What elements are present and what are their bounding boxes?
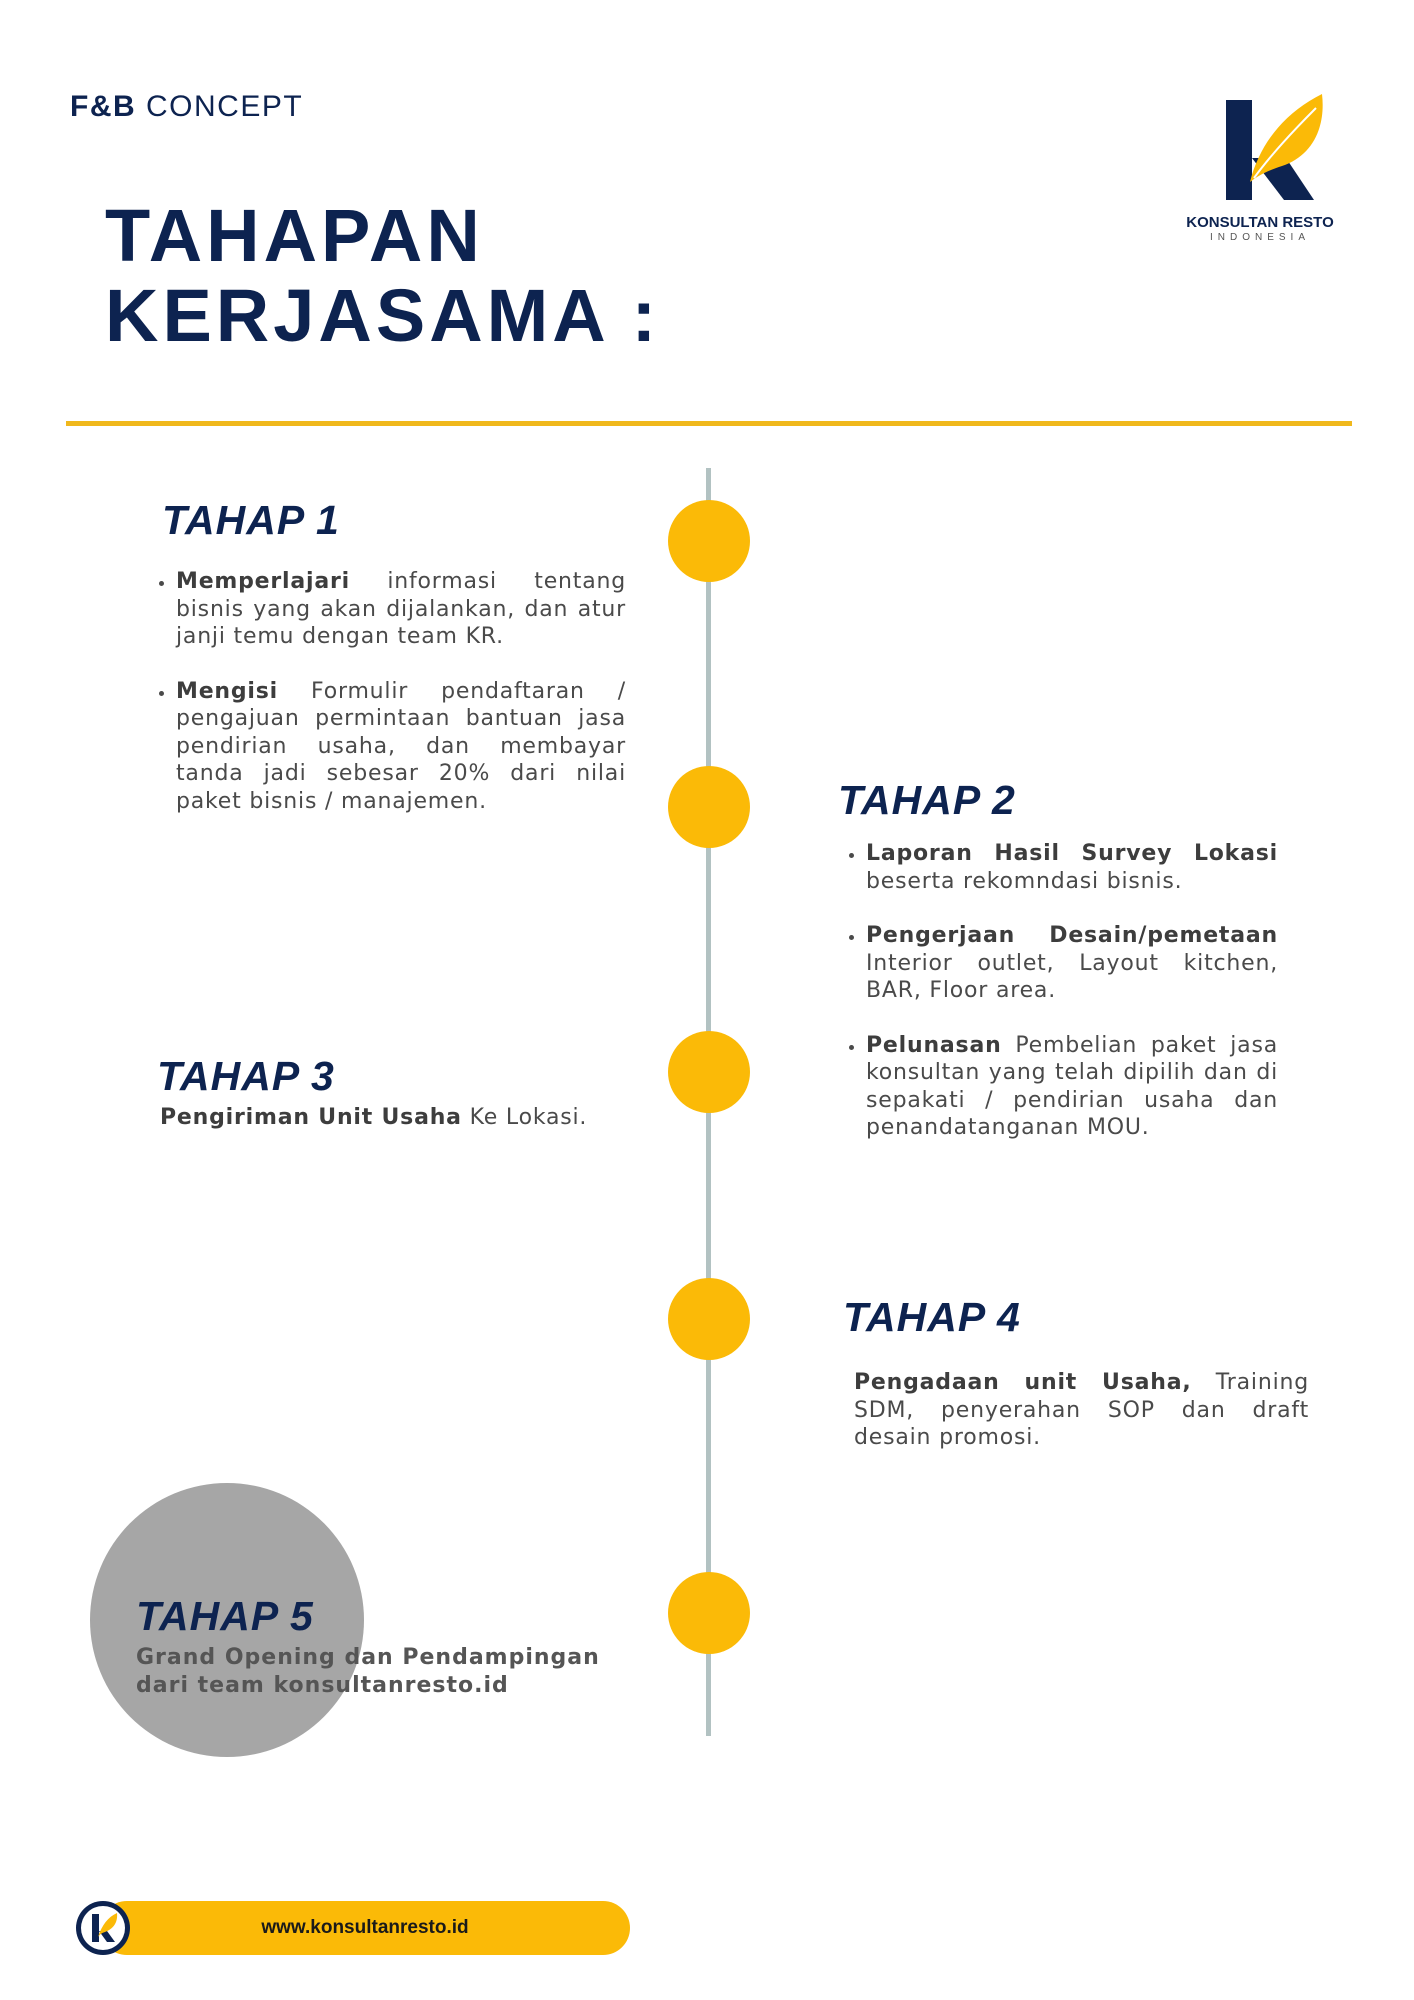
page-title-line1: TAHAPAN [105, 194, 484, 277]
step-3 [157, 1053, 617, 1132]
timeline-node-1 [668, 500, 750, 582]
step-1-list [148, 568, 626, 815]
step-4-text: Pengadaan unit Usaha, Training SDM, penyerahan SOP dan draft desain promosi. [854, 1370, 1309, 1450]
footer-url[interactable]: www.konsultanresto.id [261, 1917, 469, 1938]
page-title [105, 196, 660, 356]
step-5-title: TAHAP 5 [136, 1593, 314, 1639]
step-3-text: Pengiriman Unit Usaha Ke Lokasi. [160, 1105, 588, 1130]
step-5 [136, 1593, 656, 1700]
list-item: • Pengerjaan Desain/pemetaan Interior outlet, Layout kitchen, BAR, Floor area. [866, 922, 1278, 1005]
step-2-list [838, 840, 1278, 1142]
k-leaf-logo-icon [1224, 90, 1324, 200]
timeline-node-3 [668, 1031, 750, 1113]
list-item: • Memperlajari informasi tentang bisnis yang akan dijalankan, dan atur janji temu dengan team KR. [176, 568, 626, 651]
footer-url-bar [100, 1901, 630, 1955]
step-5-text-line2: dari team konsultanresto.id [136, 1673, 509, 1698]
timeline-node-5 [668, 1572, 750, 1654]
footer-k-logo-icon [76, 1901, 130, 1955]
list-item: • Mengisi Formulir pendaftaran / pengajuan permintaan bantuan jasa pendirian usaha, dan membayar tanda jadi sebesar 20% dari nilai paket bisnis / manajemen. [176, 678, 626, 816]
list-item: • Pelunasan Pembelian paket jasa konsultan yang telah dipilih dan di sepakati / pendirian usaha dan penandatanganan MOU. [866, 1032, 1278, 1142]
step-4-title: TAHAP 4 [843, 1294, 1021, 1340]
company-logo [1170, 90, 1350, 250]
timeline-node-4 [668, 1278, 750, 1360]
step-1-title: TAHAP 1 [162, 497, 340, 543]
step-3-title: TAHAP 3 [157, 1053, 335, 1099]
step-5-text-line1: Grand Opening dan Pendampingan [136, 1645, 600, 1670]
step-2-title: TAHAP 2 [838, 777, 1016, 823]
logo-name: KONSULTAN RESTO [1186, 214, 1334, 231]
brand-tag: F&B CONCEPT [70, 90, 304, 123]
step-2 [838, 777, 1278, 1169]
step-1 [148, 497, 626, 842]
timeline-node-2 [668, 766, 750, 848]
header-divider [66, 421, 1352, 426]
logo-subtitle: INDONESIA [1209, 232, 1310, 243]
page-title-line2: KERJASAMA : [105, 274, 661, 357]
list-item: • Laporan Hasil Survey Lokasi beserta rekomndasi bisnis. [866, 840, 1278, 895]
step-4 [843, 1294, 1309, 1452]
